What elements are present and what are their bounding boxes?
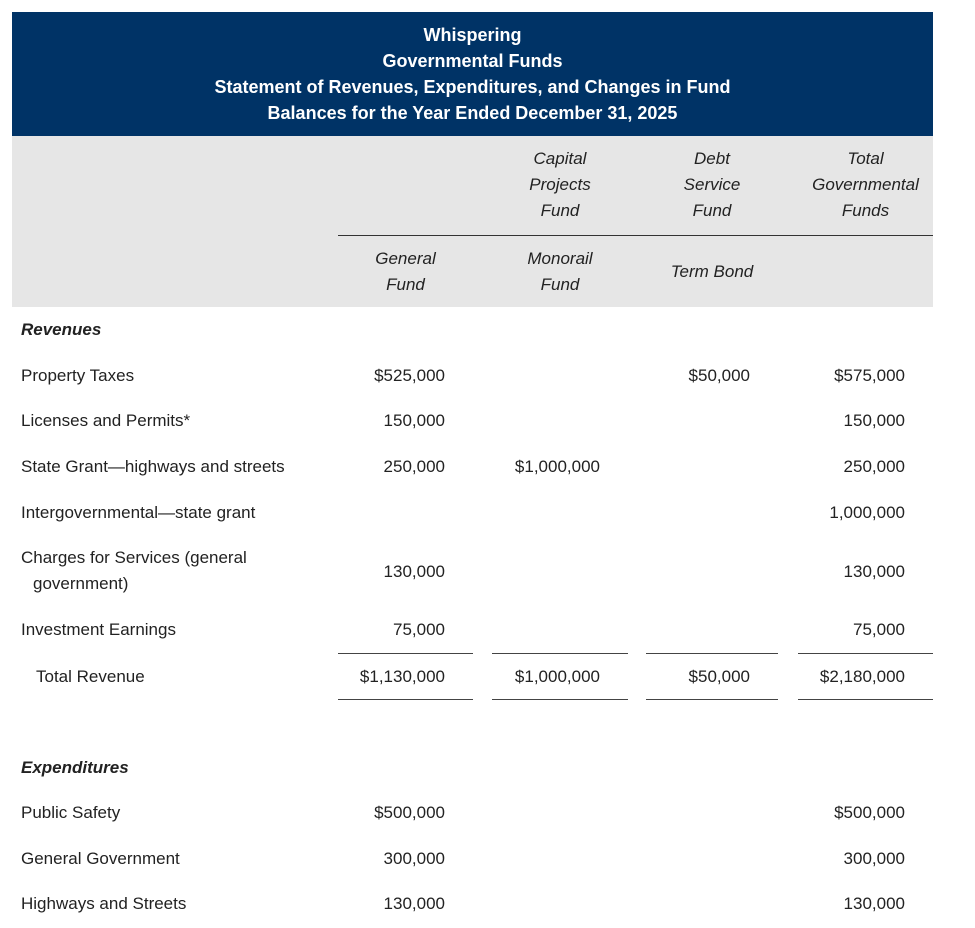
revenue-total-value: 150,000: [843, 411, 905, 430]
col-heading-line: Fund: [540, 201, 580, 220]
revenue-general-value: 150,000: [383, 411, 445, 430]
col-heading-line: Governmental: [812, 175, 919, 194]
expenditure-general-value: 300,000: [383, 849, 445, 868]
revenue-general-value: 130,000: [383, 562, 445, 581]
col-heading-line: Funds: [841, 201, 890, 220]
column-header-divider: [338, 235, 933, 236]
total-revenue-capital: $1,000,000: [514, 667, 600, 686]
revenue-total-value: 75,000: [853, 620, 905, 639]
total-revenue-label: Total Revenue: [36, 667, 145, 686]
col-heading-line: General: [375, 249, 436, 268]
subtotal-rule: [646, 653, 778, 654]
revenue-row-label: Intergovernmental—state grant: [21, 503, 256, 522]
expenditure-general-value: 130,000: [383, 894, 445, 913]
revenue-row-label: State Grant—highways and streets: [21, 457, 285, 476]
subtotal-rule: [798, 653, 933, 654]
revenues-heading: Revenues: [21, 320, 102, 339]
total-rule: [492, 699, 628, 700]
col-heading-line: Projects: [529, 175, 591, 194]
revenue-general-value: $525,000: [374, 366, 445, 385]
col-term-bond-heading: Term Bond: [670, 262, 754, 281]
col-heading-line: Fund: [386, 275, 425, 294]
statement-title: Statement of Revenues, Expenditures, and Changes in Fund: [214, 77, 731, 97]
expenditure-row-label: Highways and Streets: [21, 894, 187, 913]
total-revenue-debt: $50,000: [688, 667, 750, 686]
revenue-total-value: 1,000,000: [829, 503, 905, 522]
expenditure-total-value: 300,000: [843, 849, 905, 868]
revenue-general-value: 75,000: [393, 620, 445, 639]
total-rule: [338, 699, 473, 700]
col-general-fund-heading: [338, 246, 473, 298]
total-revenue-general: $1,130,000: [359, 667, 445, 686]
subtotal-rule: [492, 653, 628, 654]
entity-name: Whispering: [423, 25, 522, 45]
total-rule: [798, 699, 933, 700]
total-revenue-total: $2,180,000: [819, 667, 905, 686]
col-total-governmental-heading: [798, 146, 933, 224]
expenditures-heading: Expenditures: [21, 758, 129, 777]
revenue-row-label: Investment Earnings: [21, 620, 176, 639]
col-debt-service-heading: [646, 146, 778, 224]
subtotal-rule: [338, 653, 473, 654]
col-capital-projects-heading: [492, 146, 628, 224]
statement-header: [12, 12, 933, 136]
revenue-row-label: Licenses and Permits*: [21, 411, 191, 430]
col-heading-line: Capital: [533, 149, 587, 168]
col-heading-line: Service: [683, 175, 741, 194]
col-heading-line: Monorail: [527, 249, 593, 268]
revenue-total-value: 130,000: [843, 562, 905, 581]
revenue-debt-value: $50,000: [688, 366, 750, 385]
expenditure-row-label: Public Safety: [21, 803, 121, 822]
total-rule: [646, 699, 778, 700]
col-heading-line: Debt: [694, 149, 730, 168]
revenue-row-label: Charges for Services (general: [21, 548, 247, 567]
revenue-total-value: $575,000: [834, 366, 905, 385]
statement-period: Balances for the Year Ended December 31, 2025: [267, 103, 678, 123]
col-monorail-fund-heading: [492, 246, 628, 298]
col-heading-line: Fund: [540, 275, 580, 294]
revenue-total-value: 250,000: [843, 457, 905, 476]
fund-type-title: Governmental Funds: [382, 51, 563, 71]
revenue-row-label: Property Taxes: [21, 366, 135, 385]
revenue-capital-value: $1,000,000: [514, 457, 600, 476]
col-heading-line: Total: [847, 149, 884, 168]
expenditure-row-label: General Government: [21, 849, 180, 868]
expenditure-general-value: $500,000: [374, 803, 445, 822]
revenue-general-value: 250,000: [383, 457, 445, 476]
col-heading-line: Fund: [692, 201, 732, 220]
expenditure-total-value: 130,000: [843, 894, 905, 913]
expenditure-total-value: $500,000: [834, 803, 905, 822]
revenue-row-label-continued: government): [33, 574, 129, 593]
